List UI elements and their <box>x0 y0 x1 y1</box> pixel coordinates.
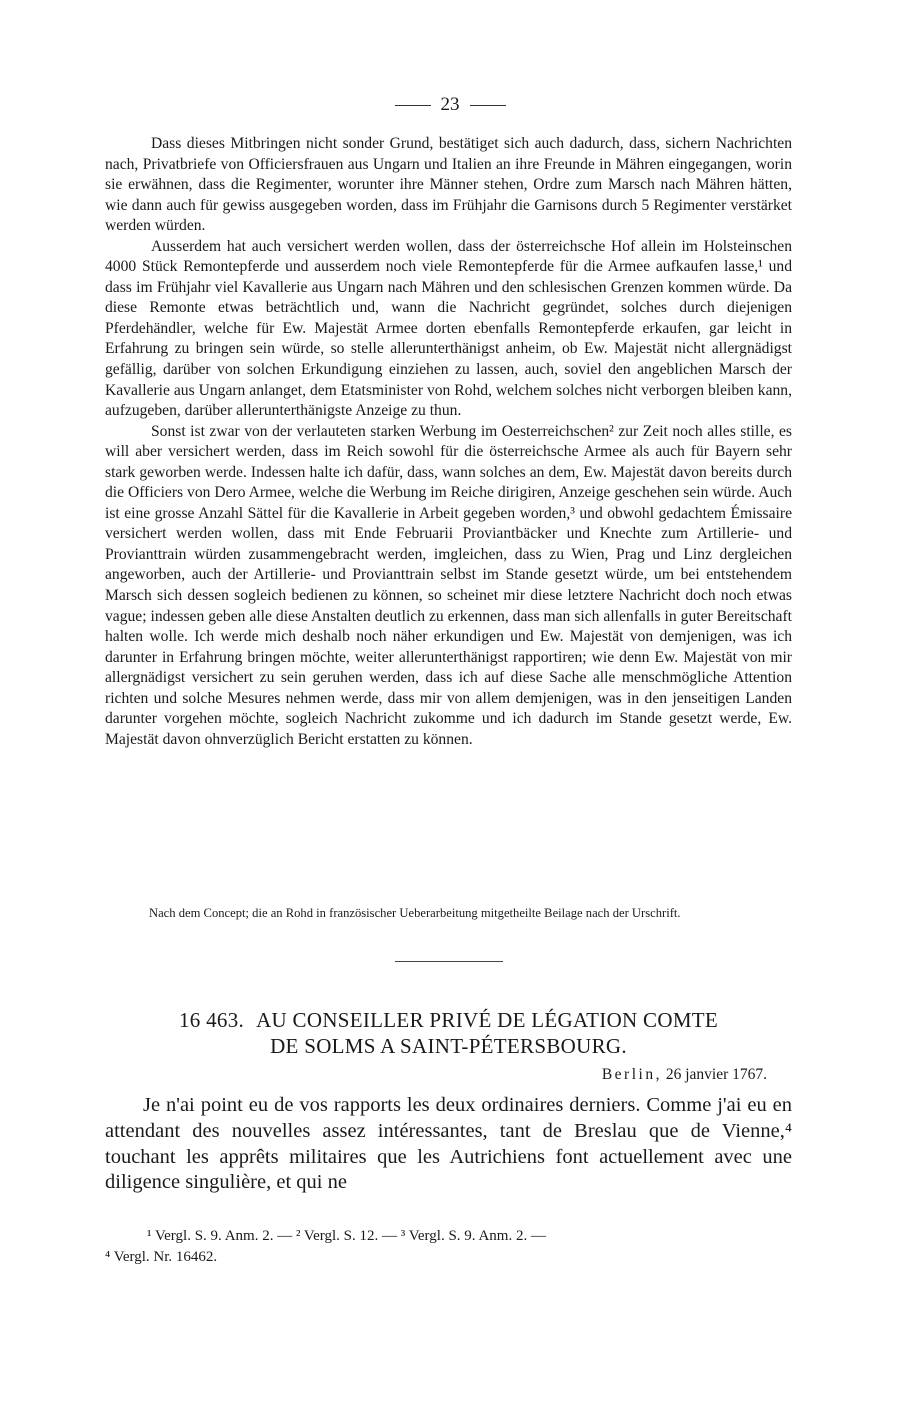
body-paragraph-1: Dass dieses Mitbringen nicht sonder Grund, bestätiget sich auch dadurch, dass, sichern Nachrichten nach, Privatbriefe von Officiersfrauen aus Ungarn und Italien an ihre Freunde in Mähren eingegangen, worin sie erwähnen, dass die Regimenter, worunter ihre Männer stehen, Ordre zum Marsch nach Mähren hätten, wie dann auch für gewiss ausgegeben worden, dass im Frühjahr die Garnisons durch 5 Regimenter verstärket werden würden. <box>105 135 792 235</box>
heading-line-1 <box>105 1007 792 1033</box>
heading-title-line-1: AU CONSEILLER PRIVÉ DE LÉGATION COMTE <box>256 1008 719 1032</box>
page-number-text: 23 <box>440 94 460 115</box>
dateline-place: Berlin, <box>601 1066 662 1083</box>
document-number: 16 463. <box>178 1008 245 1032</box>
body-paragraph-3: Sonst ist zwar von der verlauteten starken Werbung im Oesterreichschen² zur Zeit noch alles stille, es will aber versichert werden, dass im Reich sowohl für die österreichsche Armee als auch für Bayern sehr stark geworben werde. Indessen halte ich dafür, dass, wann solches an dem, Ew. Majestät davon bereits durch die Officiers von Dero Armee, welche die Werbung im Reiche dirigiren, Anzeige geschehen sein würde. Auch ist eine grosse Anzahl Sättel für die Kavallerie in Arbeit gegeben worden,³ und obwohl gedachtem Émissaire versichert werden wollen, dass mit Ende Februarii Proviantbäcker und Knechte zum Artillerie- und Provianttrain würden zusammengebracht werden, imgleichen, dass zu Wien, Prag und Linz dergleichen angeworben, auch der Artillerie- und Provianttrain selbst im Stande gesetzt würde, um bei entstehendem Marsch sich dessen sogleich bedienen zu können, so scheinet mir diese letztere Nachricht doch noch etwas vague; indessen geben alle diese Anstalten deutlich zu erkennen, dass man sich allenfalls in guter Bereitschaft halten wolle. Ich werde mich deshalb noch näher erkundigen und Ew. Majestät von demjenigen, was ich darunter in Erfahrung bringen möchte, weiter allerunterthänigst rapportiren; wie denn Ew. Majestät von mir allergnädigst versichert zu sein geruhen werden, dass ich auf diese Sache alle menschmögliche Attention richten und solche Mesures nehmen werde, dass mir von allem demjenigen, was in den jenseitigen Landen darunter vorgehen möchte, sogleich Nachricht zukomme und ich dadurch im Stande gesetzt werde, Ew. Majestät davon ohnverzüglich Bericht erstatten zu können. <box>105 422 792 748</box>
page-number-dash-left <box>395 105 431 106</box>
section-divider <box>395 961 503 962</box>
dateline <box>105 1066 767 1084</box>
footnote-line-1: ¹ Vergl. S. 9. Anm. 2. — ² Vergl. S. 12. — ³ Vergl. S. 9. Anm. 2. — <box>147 1228 546 1244</box>
document-heading <box>105 1007 792 1059</box>
dateline-date: 26 janvier 1767. <box>665 1066 767 1083</box>
report-body <box>105 134 792 750</box>
letter-text: Je n'ai point eu de vos rapports les deux ordinaires derniers. Comme j'ai eu en attendant des nouvelles assez intéressantes, tant de Breslau que de Vienne,⁴ touchant les apprêts militaires que les Autrichiens font actuellement avec une diligence singulière, et qui ne <box>105 1094 792 1194</box>
source-note: Nach dem Concept; die an Rohd in französischer Ueberarbeitung mitgetheilte Beilage nach der Urschrift. <box>149 906 681 920</box>
page-number-dash-right <box>470 105 506 106</box>
page-number <box>0 94 900 116</box>
footnote-line-2: ⁴ Vergl. Nr. 16462. <box>105 1249 218 1265</box>
footnotes <box>105 1226 792 1268</box>
heading-title-line-2: DE SOLMS A SAINT-PÉTERSBOURG. <box>270 1034 627 1058</box>
body-paragraph-2: Ausserdem hat auch versichert werden wollen, dass der österreichsche Hof allein im Holsteinschen 4000 Stück Remontepferde und ausserdem noch viele Remontepferde für die Armee aufkaufen lasse,¹ und dass im Frühjahr viel Kavallerie aus Ungarn nach Mähren und den schlesischen Grenzen kommen würde. Da diese Remonte etwas beträchtlich und, wann die Nachricht gegründet, solches durch diejenigen Pferdehändler, welche für Ew. Majestät Armee dorten ebenfalls Remontepferde erkaufen, gar leicht in Erfahrung zu bringen sein würde, so stelle allerunterthänigst anheim, ob Ew. Majestät nicht allergnädigst gefällig, darüber von solchen Erkundigung einziehen zu lassen, auch, soviel den angeblichen Marsch der Kavallerie aus Ungarn anlanget, dem Etatsminister von Rohd, welchem solches nicht verborgen bleiben kann, aufzugeben, darüber allerunterthänigste Anzeige zu thun. <box>105 237 792 420</box>
